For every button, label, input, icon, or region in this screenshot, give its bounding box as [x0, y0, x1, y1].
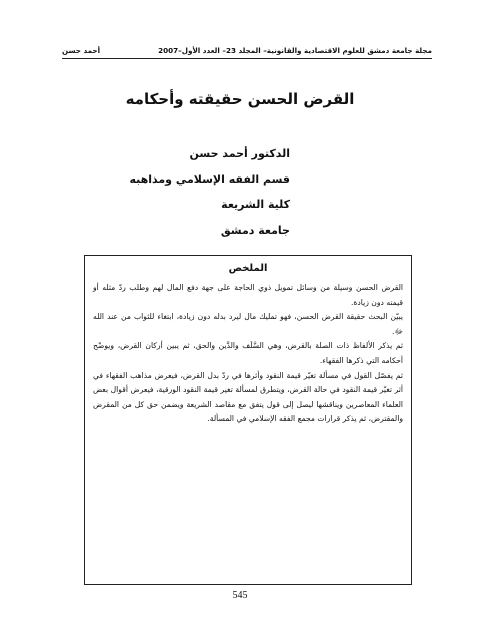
author-department: قسم الفقه الإسلامي ومذاهبه — [129, 173, 290, 186]
page-number: 545 — [232, 590, 248, 601]
journal-citation: مجلة جامعة دمشق للعلوم الاقتصادية والقانونية– المجلد 23– العدد الأول–2007 — [158, 46, 432, 55]
abstract-heading: الملخص — [228, 263, 268, 274]
abstract-paragraph: ثم يفصّل القول في مسألة تغيّر قيمة النقود وأثرها في ردّ بدل القرض، فيعرض مذاهب الفقهاء في أثر تغيّر قيمة النقود في حالة القرض، ويتطرق لمسألة تغير قيمة النقود الورقية، فيعرض أقوال بعض العلماء المعاصرين ويناقشها ليصل إلى قول يتفق مع مقاصد الشريعة ويضمن حق كل من المقرض والمقترض، ثم يذكر قرارات مجمع الفقه الإسلامي في المسألة. — [93, 370, 403, 424]
abstract-paragraph: ثم يذكر الألفاظ ذات الصلة بالقرض، وهي السَّلَف والدَّين والحق، ثم يبين أركان القرض، ويوضّح أحكامه التي ذكرها الفقهاء. — [93, 341, 403, 365]
author-faculty: كلية الشريعة — [221, 198, 290, 211]
abstract-body — [93, 281, 403, 427]
author-university: جامعة دمشق — [220, 224, 290, 237]
abstract-paragraph: يبيّن البحث حقيقة القرض الحسن، فهو تمليك مال ليرد بدله دون زيادة، ابتغاء للثواب من عند الله ﷻ. — [93, 312, 403, 336]
abstract-box — [84, 255, 412, 585]
paper-title: القرض الحسن حقيقته وأحكامه — [125, 90, 355, 108]
running-author: أحمد حسن — [62, 46, 101, 55]
running-header — [62, 44, 432, 59]
author-name: الدكتور أحمد حسن — [189, 147, 290, 160]
abstract-paragraph: القرض الحسن وسيلة من وسائل تمويل ذوي الحاجة على جهة دفع المال لهم وطلب ردّ مثله أو قيمته دون زيادة. — [93, 283, 403, 307]
